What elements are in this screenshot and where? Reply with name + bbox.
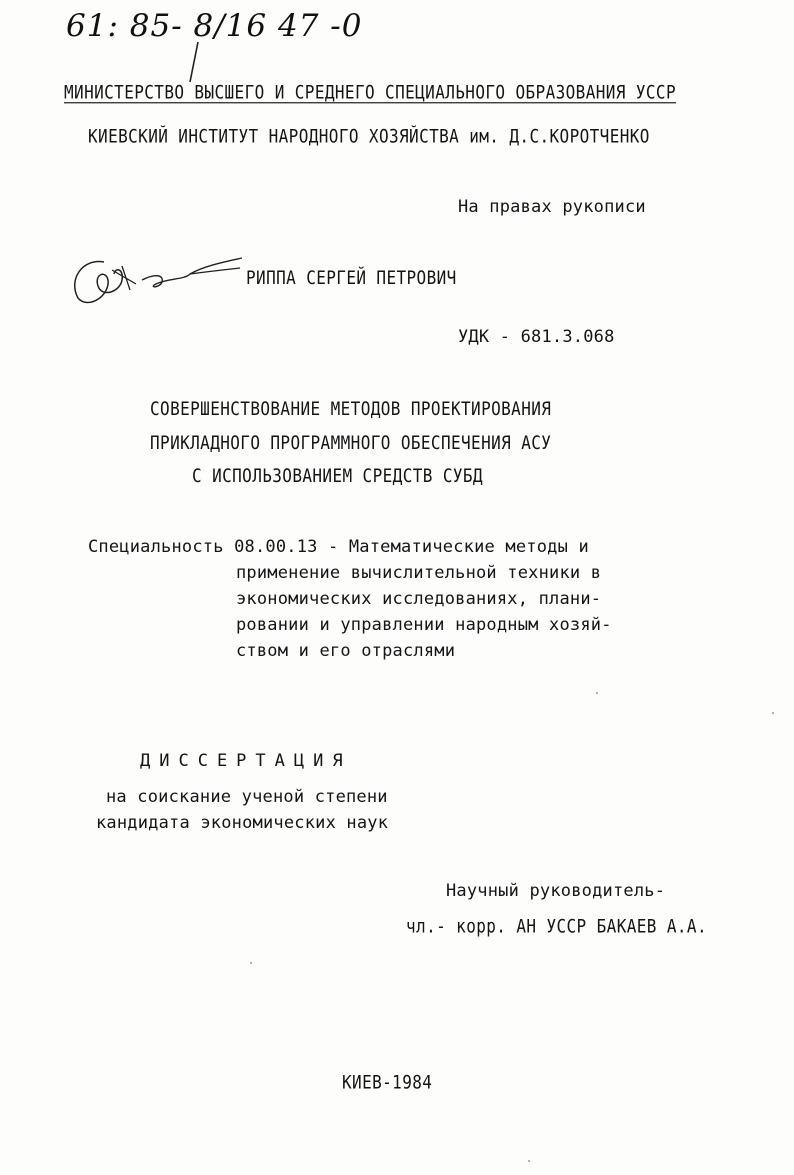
specialty-line-1: применение вычислительной техники в <box>236 563 602 583</box>
scan-speck <box>250 962 252 964</box>
author-name: РИППА СЕРГЕЙ ПЕТРОВИЧ <box>246 266 457 289</box>
supervisor-name: чл.- корр. АН УССР БАКАЕВ А.А. <box>406 915 707 938</box>
scan-speck <box>528 1160 530 1162</box>
institute-heading: КИЕВСКИЙ ИНСТИТУТ НАРОДНОГО ХОЗЯЙСТВА им. Д.С.КОРОТЧЕНКО <box>88 125 650 148</box>
specialty-line-2: экономических исследованиях, плани- <box>236 589 602 609</box>
manuscript-note: На правах рукописи <box>458 197 646 217</box>
title-line-2: ПРИКЛАДНОГО ПРОГРАММНОГО ОБЕСПЕЧЕНИЯ АСУ <box>150 431 552 454</box>
scan-speck <box>596 692 598 694</box>
ministry-heading: МИНИСТЕРСТВО ВЫСШЕГО И СРЕДНЕГО СПЕЦИАЛЬНОГО ОБРАЗОВАНИЯ УССР <box>64 81 677 104</box>
handwritten-archive-code: 61: 85- 8/16 47 -0 <box>66 8 363 44</box>
title-line-3: С ИСПОЛЬЗОВАНИЕМ СРЕДСТВ СУБД <box>192 464 483 487</box>
handwritten-stroke <box>186 40 206 84</box>
title-line-1: СОВЕРШЕНСТВОВАНИЕ МЕТОДОВ ПРОЕКТИРОВАНИЯ <box>150 397 552 420</box>
supervisor-label: Научный руководитель- <box>446 881 666 901</box>
specialty-line-3: ровании и управлении народным хозяй- <box>236 615 612 635</box>
author-signature <box>64 240 244 310</box>
udk-code: УДК - 681.3.068 <box>458 327 615 347</box>
place-year: КИЕВ-1984 <box>342 1071 433 1094</box>
dissertation-line-2: кандидата экономических наук <box>96 813 389 833</box>
scan-speck <box>772 712 774 714</box>
specialty-label: Специальность 08.00.13 - Математические методы и <box>88 537 589 557</box>
specialty-line-4: ством и его отраслями <box>236 641 456 661</box>
dissertation-heading: ДИССЕРТАЦИЯ <box>140 751 352 771</box>
dissertation-line-1: на соискание ученой степени <box>106 787 388 807</box>
